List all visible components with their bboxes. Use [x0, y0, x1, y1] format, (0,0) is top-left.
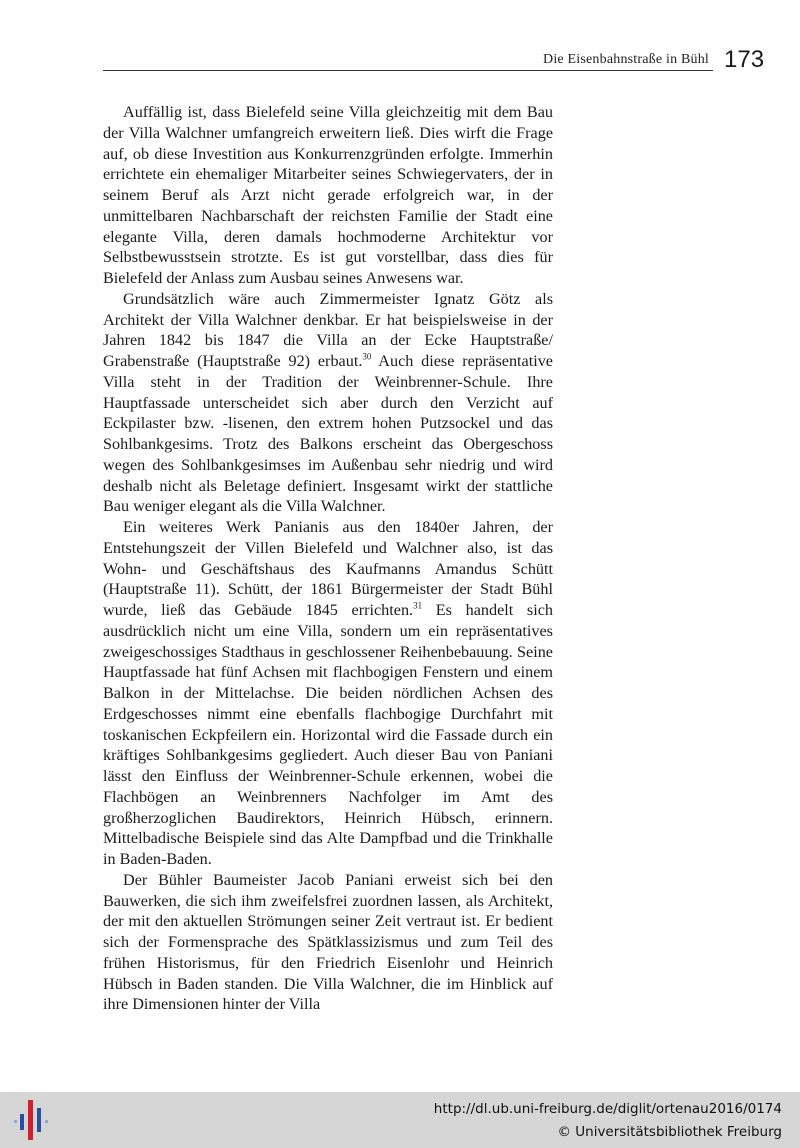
- page-number: 173: [724, 46, 765, 73]
- paragraph-3: [103, 517, 553, 870]
- copyright-notice: © Universitätsbibliothek Freiburg: [557, 1124, 782, 1140]
- logo-bar-1: [14, 1120, 17, 1123]
- footer-bar: [0, 1092, 800, 1148]
- footnote-ref-30[interactable]: 30: [362, 351, 372, 362]
- paragraph-2: [103, 289, 553, 517]
- footnote-ref-31[interactable]: 31: [413, 600, 423, 611]
- logo-bar-5: [45, 1120, 48, 1123]
- source-url-link[interactable]: http://dl.ub.uni-freiburg.de/diglit/ortenau2016/0174: [433, 1101, 782, 1117]
- logo-bar-4: [37, 1108, 41, 1132]
- ub-freiburg-logo[interactable]: [14, 1100, 50, 1140]
- running-head: [103, 46, 713, 71]
- paragraph-3-text-b: Es handelt sich ausdrücklich nicht um eine Villa, sondern um ein repräsentatives zweigeschossiges Stadthaus in geschlossener Reihenbebauung. Seine Hauptfassade hat fünf Achsen mit flachbogigen Fenstern und einem Balkon in der Mittelachse. Die beiden nördlichen Achsen des Erdgeschosses nimmt eine ebenfalls flachbogige Durchfahrt mit toskanischen Eckpfeilern ein. Horizontal wird die Fassade durch ein kräftiges Sohlbankgesims gegliedert. Auch dieser Bau von Paniani lässt den Einfluss der Weinbrenner-Schule erkennen, wobei die Flachbögen an Weinbrenners Nachfolger im Amt des großherzoglichen Baudirektors, Heinrich Hübsch, erinnern. Mittelbadische Beispiele sind das Alte Dampfbad und die Trinkhalle in Baden-Baden.: [103, 601, 553, 868]
- body-text: [103, 102, 553, 1015]
- paragraph-1: Auffällig ist, dass Bielefeld seine Villa gleichzeitig mit dem Bau der Villa Walchner umfangreich erweitern ließ. Dies wirft die Frage auf, ob diese Investition aus Konkurrenzgründen erfolgte. Immerhin errichtete ein ehemaliger Mitarbeiter seines Schwiegervaters, der in seinem Beruf als Arzt nicht gerade erfolgreich war, in der unmittelbaren Nachbarschaft der reichsten Familie der Stadt eine elegante Villa, deren damals hochmoderne Architektur vor Selbstbewusstsein strotzte. Es ist gut vorstellbar, dass dies für Bielefeld der Anlass zum Ausbau seines Anwesens war.: [103, 103, 553, 287]
- logo-bar-3: [28, 1100, 33, 1140]
- paragraph-4: Der Bühler Baumeister Jacob Paniani erweist sich bei den Bauwerken, die sich ihm zweifelsfrei zuordnen lassen, als Architekt, der mit den aktuellen Strömungen seiner Zeit vertraut ist. Er bedient sich der Formensprache des Spätklassizismus und zum Teil des frühen Historismus, für den Friedrich Eisenlohr und Heinrich Hübsch in Baden standen. Die Villa Walchner, die im Hinblick auf ihre Dimensionen hinter der Villa: [103, 870, 553, 1014]
- paragraph-2-text-b: Auch diese repräsentative Villa steht in der Tradition der Weinbrenner-Schule. Ihre Hauptfassade unterscheidet sich aber durch den Verzicht auf Eckpilaster bzw. -lisenen, den extrem hohen Putzsockel und das Sohlbankgesims. Trotz des Balkons erscheint das Obergeschoss wegen des Sohlbankgesimses im Außenbau sehr niedrig und wird deshalb nicht als Beletage definiert. Insgesamt wirkt der stattliche Bau weniger elegant als die Villa Walchner.: [103, 352, 553, 516]
- paragraph-3-text-a: Ein weiteres Werk Panianis aus den 1840er Jahren, der Entstehungszeit der Villen Bielefeld und Walchner also, ist das Wohn- und Geschäftshaus des Kaufmanns Amandus Schütt (Hauptstraße 11). Schütt, der 1861 Bürgermeister der Stadt Bühl wurde, ließ das Gebäude 1845 errichten.: [103, 518, 553, 619]
- running-title: Die Eisenbahnstraße in Bühl: [543, 52, 709, 67]
- logo-bar-2: [20, 1114, 24, 1130]
- paragraph-2-text-a: Grundsätzlich wäre auch Zimmermeister Ignatz Götz als Architekt der Villa Walchner denkbar. Er hat beispielsweise in der Jahren 1842 bis 1847 die Villa an der Ecke Hauptstraße/ Grabenstraße (Hauptstraße 92) erbaut.: [103, 289, 553, 370]
